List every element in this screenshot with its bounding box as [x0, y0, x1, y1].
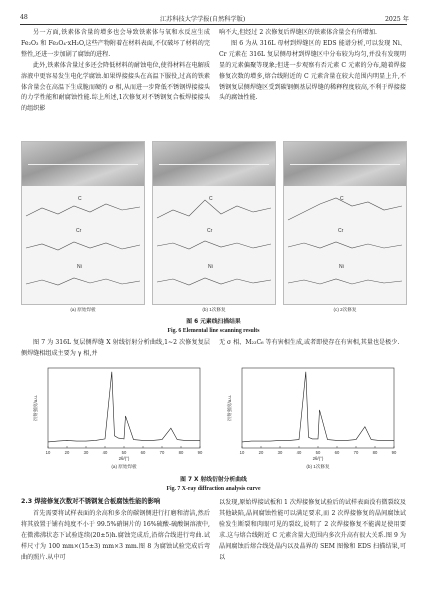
x-tick-label: 20 [258, 450, 264, 455]
right-column-top [219, 28, 406, 104]
ni-trace [26, 278, 140, 285]
sem-image [284, 142, 406, 186]
page-number: 48 [20, 14, 28, 21]
panel-label: (c) 2次修复 [333, 307, 357, 312]
xrd-chart-a [28, 362, 208, 472]
figure-6-caption-zh: 图 6 元素线扫描结果 [186, 319, 241, 325]
page-header [0, 0, 427, 30]
element-label-c: C [340, 196, 344, 202]
y-axis-label: 衍射强度/a.u. [227, 394, 232, 422]
eds-traces [153, 186, 275, 304]
eds-panel-b [152, 141, 276, 312]
element-label-ni: Ni [77, 264, 82, 270]
c-trace [288, 198, 402, 220]
y-axis-label: 衍射强度/a.u. [33, 394, 38, 422]
section-title: 2.3 焊接修复次数对不锈钢复合板腐蚀性能的影响 [21, 498, 161, 505]
panel-label: (a) 原始焊板 [111, 464, 137, 469]
xrd-chart-b [222, 362, 402, 472]
left-column-mid [21, 338, 210, 360]
figure-7-caption-zh: 图 7 X 射线衍射分析曲线 [180, 477, 247, 483]
c-trace [157, 200, 271, 218]
x-tick-label: 60 [334, 450, 340, 455]
x-axis-label: 2θ/(°) [312, 456, 324, 461]
x-tick-label: 40 [296, 450, 302, 455]
x-tick-label: 10 [45, 450, 51, 455]
right-column-mid [219, 338, 406, 349]
paragraph: 无 σ 相、M₂₃C₆ 等有害相生成,或者即使存在有害相,其量也是极少. [219, 339, 400, 346]
x-tick-label: 70 [353, 450, 359, 455]
x-tick-label: 40 [102, 450, 108, 455]
x-tick-label: 30 [83, 450, 89, 455]
element-label-ni: Ni [339, 264, 344, 270]
paragraph: 图 6 为从 316L 母材到焊缝区的 EDS 能谱分析,可以发现 Ni、Cr 元素在 316L 复层侧母材到焊缝区中分布较为均匀,并没有发现明显的元素偏聚等现象;但进一步观察有否元素 C 元素的分布,随着焊接修复次数的增多,熔合线附近的 C 元素含量在较大范围内明显上升,不锈钢复层侧焊缝区受到碳钢侧基层焊缝的稀释程度较高,不利于焊接接头的腐蚀性能. [219, 39, 406, 102]
xrd-series-line [48, 372, 200, 442]
sem-image [22, 142, 144, 186]
x-tick-label: 30 [277, 450, 283, 455]
journal-title: 江苏科技大学学报(自然科学版) [160, 16, 246, 23]
x-axis-label: 2θ/(°) [118, 456, 130, 461]
c-trace [26, 204, 140, 216]
element-label-c: C [78, 196, 82, 202]
eds-traces [284, 186, 406, 304]
paragraph: 另一方面,铁素体含量的增多也会导致铁素体与氧和水反应生成 Fe₂O₃ 和 Fe₃O₄·xH₂O,这些产物附着在材料表面,不仅破坏了材料的完整性,还进一步加剧了腐蚀的进程. [21, 29, 210, 58]
year: 2025 年 [385, 16, 409, 23]
cr-trace [288, 242, 402, 248]
sem-image [153, 142, 275, 186]
eds-panel-c [283, 141, 407, 312]
element-label-ni: Ni [208, 264, 213, 270]
x-tick-label: 90 [391, 450, 397, 455]
right-column-bottom [219, 498, 406, 563]
ni-trace [288, 279, 402, 284]
eds-traces [22, 186, 144, 304]
left-column-bottom [21, 509, 210, 564]
figure-7-caption-en: Fig. 7 X-ray diffraction analysis curve [166, 486, 261, 492]
cr-trace [157, 241, 271, 249]
panel-label: (b) 1次修复 [202, 307, 226, 312]
paragraph: 首先需要将试样表面的余高和多余的碳钢侧进行打磨和清洁,然后将其放置于铺有纯度不小于 99.5%硝铜片的 16%硫酸-硫酸铜溶液中,在微沸沸状态下试验连续(20±5)h.腐蚀完成后,沿熔合线进行弯曲.试样尺寸为 100 mm×(15±3) mm×3 mm.图 8 为腐蚀试验完成后弯曲的照片.从中可 [21, 510, 210, 561]
panel-label: (a) 原始焊板 [70, 307, 96, 312]
x-tick-label: 60 [140, 450, 146, 455]
paragraph: 图 7 为 316L 复层侧焊缝 X 射线衍射分析曲线,1~2 次修复复层侧焊缝相组成主要为 γ 相,并 [21, 339, 210, 357]
xrd-series-line [242, 372, 394, 442]
eds-panel-a [21, 141, 145, 312]
ni-trace [157, 278, 271, 285]
x-tick-label: 50 [121, 450, 127, 455]
element-label-c: C [209, 196, 213, 202]
figure-6-caption-en: Fig. 6 Elemental line scanning results [167, 328, 260, 334]
paragraph: 响不大,但经过 2 次修复后焊缝区的铁素体含量会有所增加. [219, 29, 377, 36]
x-tick-label: 20 [64, 450, 70, 455]
paragraph: 以发现,原始焊接试板和 1 次焊接修复试验后的试样表面没有微裂纹及其他缺陷,晶间腐蚀性能可以满足要求,而 2 次焊接修复的晶间腐蚀试验发生断裂和肉眼可见的裂纹,说明了 2 次焊接修复不能满足使用要求.这与熔合线附近 C 元素含量大范围内多次升高有很大关系.图 9 为晶间腐蚀后熔合线处晶内以及晶界的 SEM 图像和 EDS 扫描结果,可以 [219, 499, 406, 561]
panel-label: (b) 1次修复 [306, 464, 330, 469]
left-column-top [21, 28, 210, 115]
x-tick-label: 80 [178, 450, 184, 455]
x-tick-label: 50 [315, 450, 321, 455]
x-tick-label: 80 [372, 450, 378, 455]
element-label-cr: Cr [76, 228, 82, 234]
cr-trace [26, 242, 140, 250]
header-rule [20, 24, 407, 25]
element-label-cr: Cr [207, 228, 213, 234]
paragraph: 此外,铁素体含量过多还会降低材料的耐蚀电位,使得材料在电解质溶液中更容易发生电化学腐蚀.如果焊接接头在高温下服役,过高的铁素体含量会在高温下生成脆而硬的 σ 相,从而进一步降低不锈钢焊接接头的力学性能和耐腐蚀性能.综上所述,1次修复对不锈钢复合板焊接接头的组织影 [21, 61, 210, 113]
x-tick-label: 70 [159, 450, 165, 455]
element-label-cr: Cr [338, 228, 344, 234]
x-tick-label: 90 [197, 450, 203, 455]
x-tick-label: 10 [239, 450, 245, 455]
